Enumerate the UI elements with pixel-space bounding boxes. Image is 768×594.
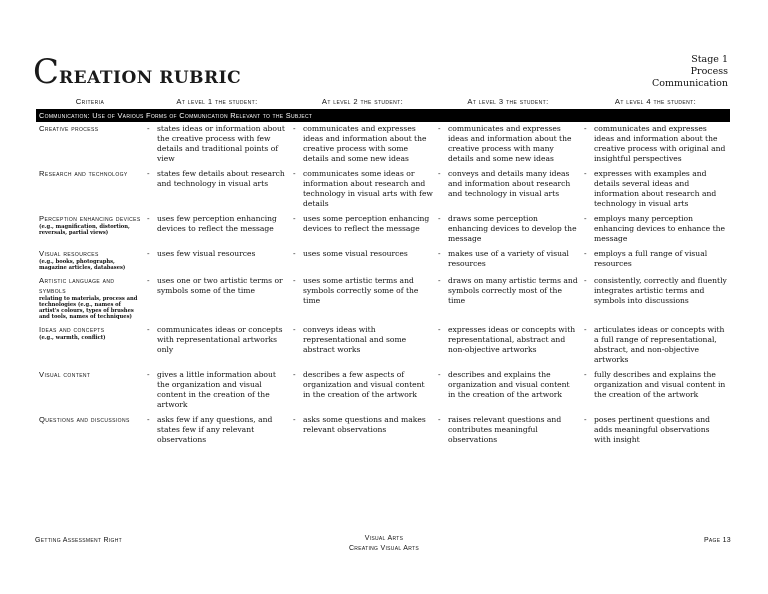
level-descriptor: gives a little information about the organization and visual content in the creation of the artwork <box>157 370 276 409</box>
level-2-cell <box>290 368 435 413</box>
level-2-cell <box>290 212 435 247</box>
criteria-cell <box>36 212 144 247</box>
column-header: At level 3 the student: <box>435 95 581 110</box>
level-descriptor: uses some visual resources <box>303 249 408 258</box>
level-4-cell <box>581 368 730 413</box>
level-1-cell <box>144 323 290 368</box>
bullet-dash: - <box>147 249 150 258</box>
level-4-cell <box>581 413 730 448</box>
footer-center <box>0 534 768 554</box>
criteria-name: Perception enhancing devices <box>39 214 141 223</box>
bullet-dash: - <box>438 214 441 223</box>
section-banner <box>36 110 730 123</box>
level-descriptor: draws some perception enhancing devices to develop the message <box>448 214 577 243</box>
level-3-cell <box>435 167 581 212</box>
level-descriptor: expresses with examples and details several ideas and information about research and technology in visual arts <box>594 169 717 208</box>
bullet-dash: - <box>293 249 296 258</box>
table-row <box>36 323 730 368</box>
level-2-cell <box>290 274 435 323</box>
criteria-name: Artistic language and symbols <box>39 276 115 295</box>
level-2-cell <box>290 247 435 274</box>
level-descriptor: uses some artistic terms and symbols correctly some of the time <box>303 276 419 305</box>
bullet-dash: - <box>438 124 441 133</box>
bullet-dash: - <box>584 249 587 258</box>
level-1-cell <box>144 167 290 212</box>
level-descriptor: draws on many artistic terms and symbols correctly most of the time <box>448 276 578 305</box>
level-1-cell <box>144 122 290 167</box>
criteria-cell <box>36 368 144 413</box>
column-header: Criteria <box>36 95 144 110</box>
level-descriptor: communicates and expresses ideas and information about the creative process with many details and some new ideas <box>448 124 572 163</box>
bullet-dash: - <box>147 415 150 424</box>
level-descriptor: communicates and expresses ideas and information about the creative process with original and insightful perspectives <box>594 124 726 163</box>
level-4-cell <box>581 122 730 167</box>
level-descriptor: states few details about research and technology in visual arts <box>157 169 285 188</box>
level-descriptor: asks few if any questions, and states few if any relevant observations <box>157 415 273 444</box>
bullet-dash: - <box>147 325 150 334</box>
page-title <box>33 52 241 92</box>
table-row <box>36 167 730 212</box>
level-descriptor: describes a few aspects of organization and visual content in the creation of the artwork <box>303 370 425 399</box>
level-descriptor: consistently, correctly and fluently integrates artistic terms and symbols into discussions <box>594 276 727 305</box>
level-4-cell <box>581 167 730 212</box>
bullet-dash: - <box>438 276 441 285</box>
level-3-cell <box>435 274 581 323</box>
bullet-dash: - <box>438 169 441 178</box>
bullet-dash: - <box>293 169 296 178</box>
criteria-note: (e.g., books, photographs, magazine articles, databases) <box>39 259 126 271</box>
level-descriptor: conveys ideas with representational and some abstract works <box>303 325 407 354</box>
level-descriptor: employs many perception enhancing devices to enhance the message <box>594 214 725 243</box>
table-row <box>36 368 730 413</box>
criteria-cell <box>36 167 144 212</box>
level-descriptor: employs a full range of visual resources <box>594 249 708 268</box>
level-descriptor: describes and explains the organization and visual content in the creation of the artwork <box>448 370 570 399</box>
footer-left: Getting Assessment Right <box>35 537 122 544</box>
footer-subject: Visual Arts <box>364 535 404 542</box>
criteria-cell <box>36 122 144 167</box>
title-initial: C <box>33 52 60 92</box>
level-3-cell <box>435 247 581 274</box>
level-descriptor: communicates some ideas or information about research and technology in visual arts with few details <box>303 169 433 208</box>
level-3-cell <box>435 323 581 368</box>
bullet-dash: - <box>147 214 150 223</box>
level-descriptor: expresses ideas or concepts with representational, abstract and non-objective artworks <box>448 325 576 354</box>
level-1-cell <box>144 368 290 413</box>
level-descriptor: makes use of a variety of visual resources <box>448 249 569 268</box>
column-header: At level 4 the student: <box>581 95 730 110</box>
criteria-name: Visual content <box>39 370 91 379</box>
table-row <box>36 274 730 323</box>
page-number: Page 13 <box>703 537 731 544</box>
level-1-cell <box>144 247 290 274</box>
bullet-dash: - <box>293 415 296 424</box>
criteria-name: Research and technology <box>39 169 128 178</box>
criteria-cell <box>36 274 144 323</box>
bullet-dash: - <box>293 370 296 379</box>
bullet-dash: - <box>584 169 587 178</box>
level-descriptor: uses few perception enhancing devices to reflect the message <box>157 214 277 233</box>
level-3-cell <box>435 122 581 167</box>
table-row <box>36 212 730 247</box>
criteria-note: (e.g., magnification, distortion, reversals, partial views) <box>39 224 130 236</box>
criteria-note: (e.g., warmth, conflict) <box>39 335 106 341</box>
bullet-dash: - <box>584 214 587 223</box>
header-row <box>36 95 730 110</box>
level-descriptor: uses one or two artistic terms or symbols some of the time <box>157 276 283 295</box>
table-row <box>36 122 730 167</box>
level-2-cell <box>290 122 435 167</box>
criteria-name: Questions and discussions <box>39 415 130 424</box>
bullet-dash: - <box>438 370 441 379</box>
level-2-cell <box>290 167 435 212</box>
footer-strand: Creating Visual Arts <box>348 545 420 552</box>
bullet-dash: - <box>584 325 587 334</box>
bullet-dash: - <box>147 124 150 133</box>
level-2-cell <box>290 323 435 368</box>
criteria-cell <box>36 247 144 274</box>
table-row <box>36 413 730 448</box>
bullet-dash: - <box>293 276 296 285</box>
level-2-cell <box>290 413 435 448</box>
stage-line: Process <box>690 66 728 77</box>
bullet-dash: - <box>147 370 150 379</box>
criteria-note: relating to materials, process and technologies (e.g., names of artist's colours, types of brushes and tools, names of techniques) <box>39 296 138 320</box>
stage-label <box>652 54 728 90</box>
level-3-cell <box>435 368 581 413</box>
level-descriptor: states ideas or information about the creative process with few details and traditional points of view <box>157 124 285 163</box>
level-descriptor: asks some questions and makes relevant observations <box>303 415 426 434</box>
criteria-cell <box>36 413 144 448</box>
criteria-name: Creative process <box>39 124 99 133</box>
bullet-dash: - <box>147 169 150 178</box>
bullet-dash: - <box>584 276 587 285</box>
level-descriptor: fully describes and explains the organization and visual content in the creation of the artwork <box>594 370 726 399</box>
level-3-cell <box>435 212 581 247</box>
bullet-dash: - <box>293 325 296 334</box>
criteria-cell <box>36 323 144 368</box>
table-row <box>36 247 730 274</box>
level-descriptor: poses pertinent questions and adds meaningful observations with insight <box>594 415 711 444</box>
level-1-cell <box>144 212 290 247</box>
level-1-cell <box>144 413 290 448</box>
bullet-dash: - <box>438 325 441 334</box>
bullet-dash: - <box>584 124 587 133</box>
level-4-cell <box>581 274 730 323</box>
bullet-dash: - <box>438 415 441 424</box>
level-4-cell <box>581 247 730 274</box>
level-descriptor: uses few visual resources <box>157 249 256 258</box>
title-rest: REATION RUBRIC <box>59 68 242 88</box>
level-descriptor: communicates and expresses ideas and information about the creative process with some details and some new ideas <box>303 124 427 163</box>
bullet-dash: - <box>147 276 150 285</box>
level-4-cell <box>581 323 730 368</box>
level-3-cell <box>435 413 581 448</box>
bullet-dash: - <box>584 370 587 379</box>
stage-line: Communication <box>652 78 728 89</box>
level-1-cell <box>144 274 290 323</box>
section-title: Communication: Use of Various Forms of Communication Relevant to the Subject <box>36 110 730 123</box>
level-descriptor: articulates ideas or concepts with a full range of representational, abstract, and non-objective artworks <box>594 325 725 364</box>
bullet-dash: - <box>584 415 587 424</box>
criteria-name: Ideas and concepts <box>39 325 105 334</box>
bullet-dash: - <box>438 249 441 258</box>
level-descriptor: communicates ideas or concepts with representational artworks only <box>157 325 283 354</box>
column-header: At level 2 the student: <box>290 95 435 110</box>
stage-line: Stage 1 <box>691 54 728 65</box>
rubric-table <box>36 95 730 448</box>
bullet-dash: - <box>293 214 296 223</box>
criteria-name: Visual resources <box>39 249 99 258</box>
level-descriptor: conveys and details many ideas and information about research and technology in visual arts <box>448 169 571 198</box>
level-4-cell <box>581 212 730 247</box>
level-descriptor: raises relevant questions and contributes meaningful observations <box>448 415 562 444</box>
bullet-dash: - <box>293 124 296 133</box>
column-header: At level 1 the student: <box>144 95 290 110</box>
level-descriptor: uses some perception enhancing devices to reflect the message <box>303 214 430 233</box>
